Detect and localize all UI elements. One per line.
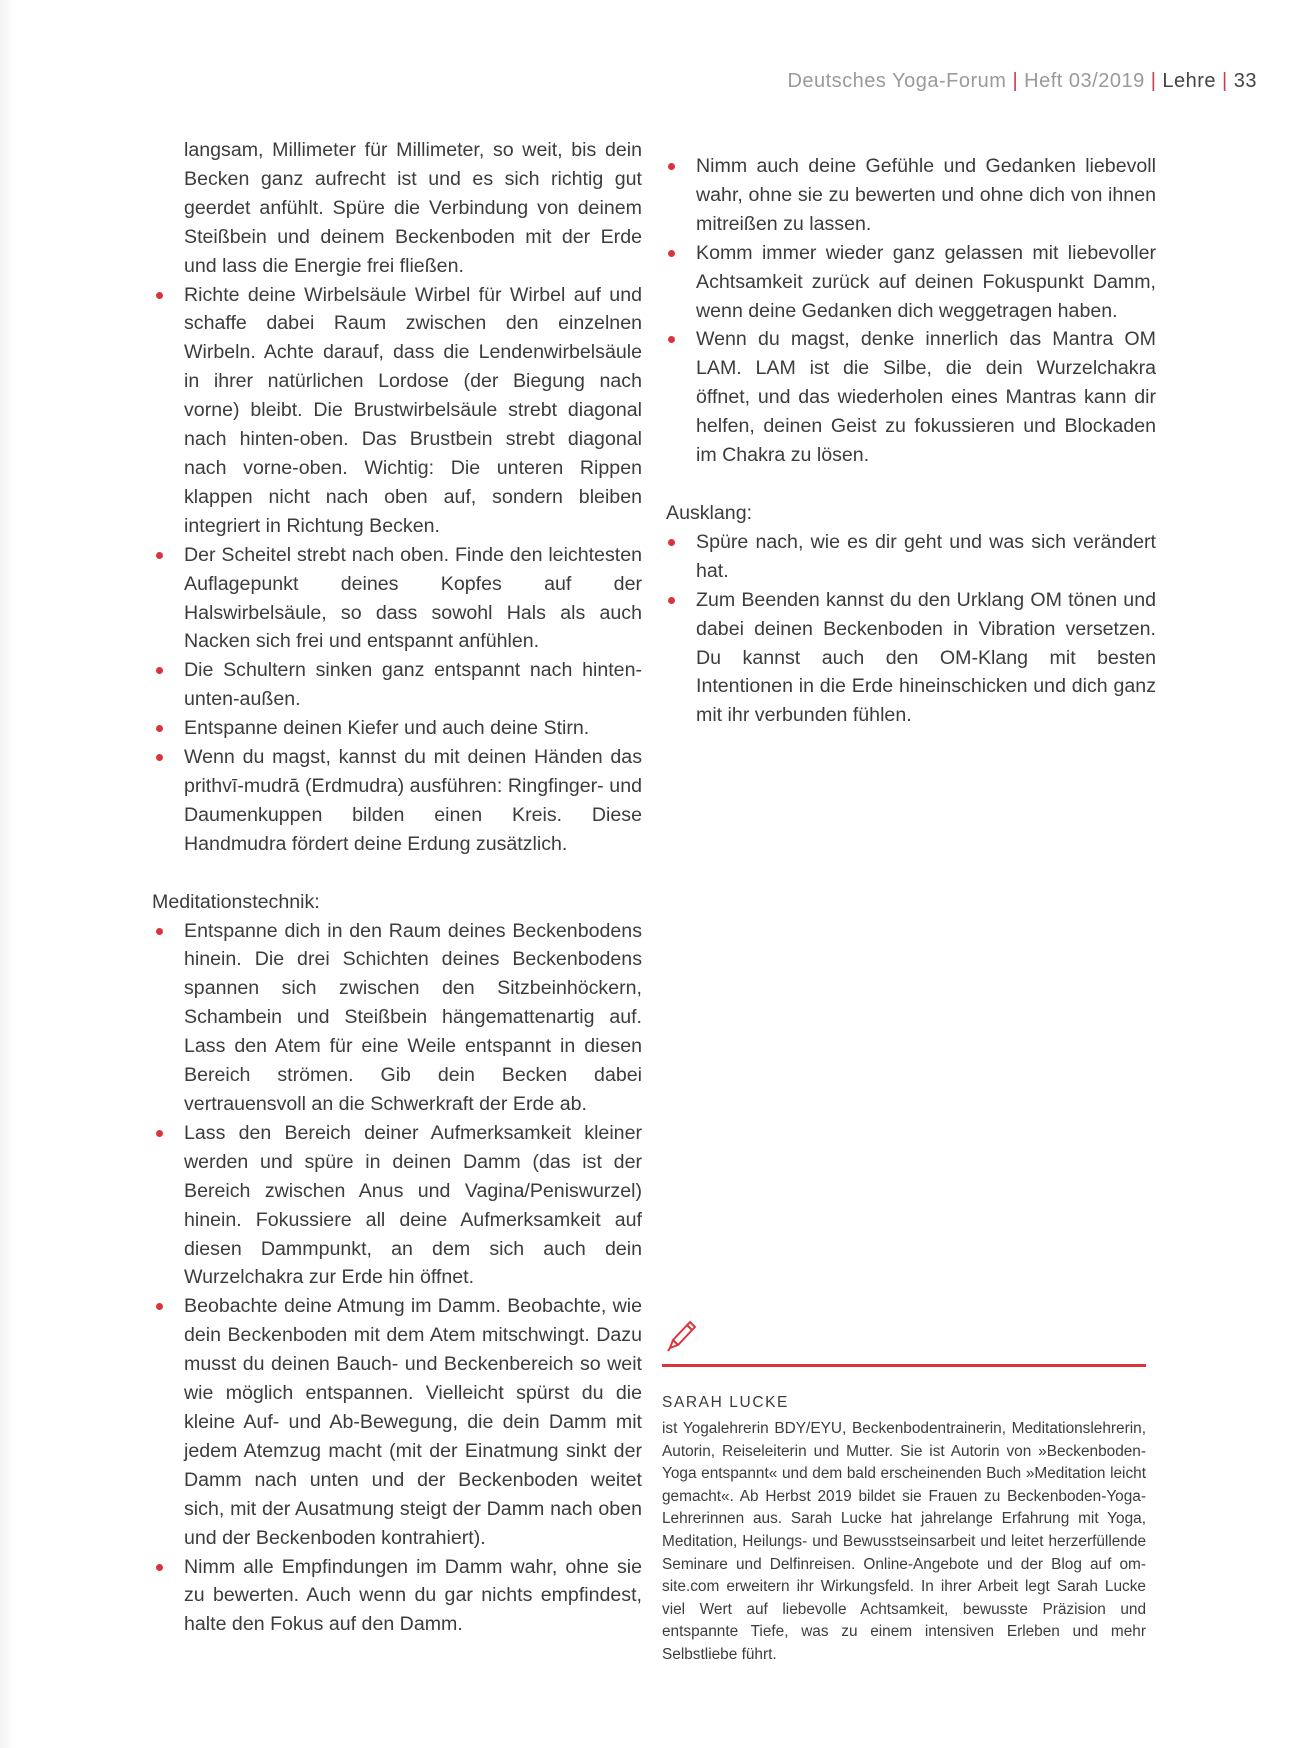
list-item: Lass den Bereich deiner Aufmerksamkeit kleiner werden und spüre in deinen Damm (das ist der Bereich zwischen Anus und Vagina/Peniswurzel) hinein. Fokussiere all deine Aufmerksamkeit auf diesen Dammpunkt, an dem sich auch dein Wurzelchakra zur Erde hin öffnet. (152, 1119, 642, 1292)
list-item: Nimm auch deine Gefühle und Gedanken liebevoll wahr, ohne sie zu bewerten und ohne dich von ihnen mitreißen zu lassen. (664, 152, 1156, 239)
subheading-meditation: Meditationstechnik: (152, 890, 320, 913)
issue-label: Heft 03/2019 (1024, 70, 1145, 92)
subheading-ausklang: Ausklang: (666, 501, 753, 524)
list-item: Der Scheitel strebt nach oben. Finde den leichtesten Auflagepunkt deines Kopfes auf der Halswirbelsäule, so dass sowohl Hals als auch Nacken sich frei und entspannt anfühlen. (152, 541, 642, 657)
author-name: SARAH LUCKE (662, 1394, 789, 1411)
publication-title: Deutsches Yoga-Forum (787, 70, 1007, 92)
list-item: Komm immer wieder ganz gelassen mit liebevoller Achtsamkeit zurück auf deinen Fokuspunkt Damm, wenn deine Gedanken dich weggetragen haben. (664, 239, 1156, 326)
list-item: Spüre nach, wie es dir geht und was sich verändert hat. (664, 528, 1156, 586)
list-item: Beobachte deine Atmung im Damm. Beobachte, wie dein Beckenboden mit dem Atem mitschwingt. Dazu musst du deinen Bauch- und Beckenbereich so weit wie möglich entspannen. Vielleicht spürst du die kleine Auf- und Ab-Bewegung, die dein Damm mit jedem Atemzug macht (mit der Einatmung sinkt der Damm nach unten und der Beckenboden weitet sich, mit der Ausatmung steigt der Damm nach oben und der Beckenboden kontrahiert). (152, 1292, 642, 1552)
page-number: 33 (1233, 70, 1257, 92)
meditation-list (152, 917, 642, 1640)
continued-meditation-list (664, 152, 1156, 470)
separator: | (1222, 70, 1228, 92)
list-item: Entspanne dich in den Raum deines Beckenbodens hinein. Die drei Schichten deines Beckenbodens spannen sich zwischen den Sitzbeinhöckern, Schambein und Steißbein hängemattenartig auf. Lass den Atem für eine Weile entspannt in diesen Bereich strömen. Gib dein Becken dabei vertrauensvoll an die Schwerkraft der Erde ab. (152, 917, 642, 1119)
running-head (787, 70, 1257, 93)
right-column (664, 152, 1156, 730)
list-item: Entspanne deinen Kiefer und auch deine Stirn. (152, 714, 642, 743)
separator: | (1150, 70, 1157, 92)
list-item: Wenn du magst, kannst du mit deinen Händen das prithvī-mudrā (Erdmudra) ausführen: Ringfinger- und Daumenkuppen bilden einen Kreis. Diese Handmudra fördert deine Erdung zusätzlich. (152, 743, 642, 859)
list-item: Nimm alle Empfindungen im Damm wahr, ohne sie zu bewerten. Auch wenn du gar nichts empfindest, halte den Fokus auf den Damm. (152, 1553, 642, 1640)
author-bio: ist Yogalehrerin BDY/EYU, Beckenbodentrainerin, Meditationslehrerin, Autorin, Reiseleiterin und Mutter. Sie ist Autorin von »Beckenboden-Yoga entspannt« und dem bald erscheinenden Buch »Meditation leicht gemacht«. Ab Herbst 2019 bildet sie Frauen zu Beckenboden-Yoga-Lehrerinnen aus. Sarah Lucke hat jahrelange Erfahrung mit Yoga, Meditation, Heilungs- und Bewusstseinsarbeit und leitet herzerfüllende Seminare und Delfinreisen. Online-Angebote und der Blog auf om-site.com erweitern ihr Wirkungsfeld. In ihrer Arbeit legt Sarah Lucke viel Wert auf liebevolle Achtsamkeit, bewusste Präzision und entspannte Tiefe, was zu einem intensiven Erleben und mehr Selbstliebe führt. (662, 1420, 1146, 1663)
author-divider (662, 1364, 1146, 1367)
posture-list (152, 281, 642, 859)
list-item: Zum Beenden kannst du den Urklang OM tönen und dabei deinen Beckenboden in Vibration versetzen. Du kannst auch den OM-Klang mit besten Intentionen in die Erde hineinschicken und dich ganz mit ihr verbunden fühlen. (664, 586, 1156, 731)
list-item: Richte deine Wirbelsäule Wirbel für Wirbel auf und schaffe dabei Raum zwischen den einzelnen Wirbeln. Achte darauf, dass die Lendenwirbelsäule in ihrer natürlichen Lordose (der Biegung nach vorne) bleibt. Die Brustwirbelsäule strebt diagonal nach hinten-oben. Das Brustbein strebt diagonal nach vorne-oben. Wichtig: Die unteren Rippen klappen nicht nach oben auf, sondern bleiben integriert in Richtung Becken. (152, 281, 642, 541)
separator: | (1012, 70, 1019, 92)
list-item: Die Schultern sinken ganz entspannt nach hinten-unten-außen. (152, 656, 642, 714)
closing-list (664, 528, 1156, 730)
intro-paragraph: langsam, Millimeter für Millimeter, so weit, bis dein Becken ganz aufrecht ist und es sich richtig gut geerdet anfühlt. Spüre die Verbindung von deinem Steißbein und deinem Beckenboden mit der Erde und lass die Energie frei fließen. (184, 139, 642, 277)
list-item: Wenn du magst, denke innerlich das Mantra OM LAM. LAM ist die Silbe, die dein Wurzelchakra öffnet, und das wiederholen eines Mantras kann dir helfen, deinen Geist zu fokussieren und Blockaden im Chakra zu lösen. (664, 325, 1156, 470)
pencil-icon (664, 1318, 698, 1354)
left-column (152, 136, 642, 1639)
section-label: Lehre (1162, 70, 1217, 92)
